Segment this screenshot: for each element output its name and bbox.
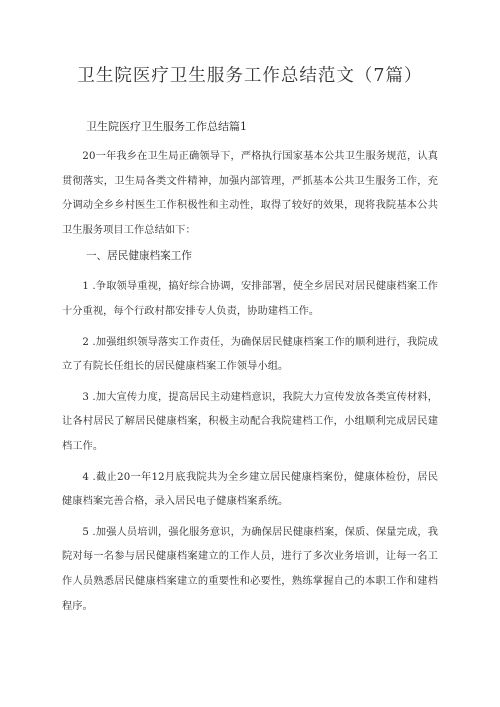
- list-item-1: 1 .争取领导重视，搞好综合协调，安排部署，使全乡居民对居民健康档案工作十分重视，每个行政村都安排专人负责，协助建档工作。: [62, 281, 438, 317]
- section-heading: 一、居民健康档案工作: [86, 250, 192, 263]
- list-item-3: 3 .加大宣传力度，提高居民主动建档意识，我院大力宣传发放各类宣传材料，让各村居民了解居民健康档案，积极主动配合我院建档工作，小组顺利完成居民建档工作。: [62, 391, 438, 452]
- list-item-5: 5 .加强人员培训，强化服务意识，为确保居民健康档案，保质、保量完成，我院对每一名参与居民健康档案建立的工作人员，进行了多次业务培训，让每一名工作人员熟悉居民健康档案建立的重要性和必要性，熟练掌握自己的本职工作和建档程序。: [62, 526, 438, 612]
- article-subtitle: 卫生院医疗卫生服务工作总结篇1: [86, 120, 247, 133]
- intro-paragraph: 20一年我乡在卫生局正确领导下，严格执行国家基本公共卫生服务规范，认真贯彻落实，卫生局各类文件精神，加强内部管理，严抓基本公共卫生服务工作，充分调动全乡乡村医生工作积极性和主动性，取得了较好的效果，现将我院基本公共卫生服务项目工作总结如下：: [62, 151, 438, 236]
- list-item-2: 2 .加强组织领导落实工作责任，为确保居民健康档案工作的顺利进行，我院成立了有院长任组长的居民健康档案工作领导小组。: [62, 336, 438, 373]
- document-body: [62, 118, 438, 619]
- list-item-4: 4 .截止20一年12月底我院共为全乡建立居民健康档案份，健康体检份，居民健康档案完善合格，录入居民电子健康档案系统。: [62, 471, 438, 508]
- document-title: 卫生院医疗卫生服务工作总结范文（7篇）: [77, 66, 423, 86]
